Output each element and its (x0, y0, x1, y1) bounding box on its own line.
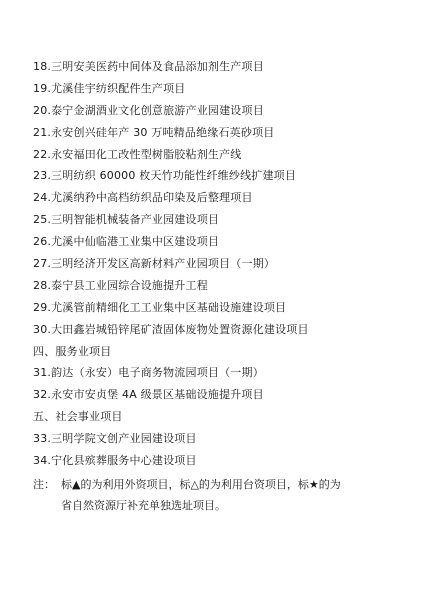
list-item: 29.尤溪管前精细化工工业集中区基础设施建设项目 (33, 300, 287, 314)
list-item: 34.宁化县殡葬服务中心建设项目 (33, 454, 197, 468)
footnote (33, 474, 418, 516)
footnote-text-1: 标▲的为利用外资项目，标△的为利用台资项目，标★的为 (61, 478, 341, 491)
list-item: 24.尤溪纳矜中高档纺织品印染及后整理项目 (33, 191, 253, 205)
list-item: 25.三明智能机械装备产业园建设项目 (33, 213, 220, 227)
list-item: 19.尤溪佳宇纺织配件生产项目 (33, 81, 186, 95)
list-item: 31.韵达（永安）电子商务物流园项目（一期） (33, 366, 264, 380)
section-heading-services: 四、服务业项目 (33, 344, 112, 358)
list-item: 30.大田鑫岩城铅锌尾矿渣固体废物处置资源化建设项目 (33, 322, 309, 336)
list-item: 22.永安福田化工改性型树脂胶粘剂生产线 (33, 147, 242, 161)
list-item: 28.泰宁县工业园综合设施提升工程 (33, 278, 208, 292)
list-item: 27.三明经济开发区高新材料产业园项目（一期） (33, 257, 276, 271)
footnote-line-1 (33, 474, 418, 495)
project-list (33, 56, 418, 472)
list-item: 32.永安市安贞堡 4A 级景区基础设施提升项目 (33, 388, 264, 402)
list-item: 20.泰宁金湖酒业文化创意旅游产业园建设项目 (33, 103, 264, 117)
list-item: 23.三明纺织 60000 枚天竹功能性纤维纱线扩建项目 (33, 169, 297, 183)
list-item: 33.三明学院文创产业园建设项目 (33, 432, 197, 446)
footnote-text-2: 省自然资源厅补充单独选址项目。 (61, 499, 226, 512)
section-heading-social: 五、社会事业项目 (33, 410, 123, 424)
list-item: 18.三明安美医药中间体及食品添加剂生产项目 (33, 60, 264, 73)
footnote-label: 注： (33, 478, 55, 491)
list-item: 21.永安创兴硅年产 30 万吨精品绝缘石英砂项目 (33, 125, 275, 139)
list-item: 26.尤溪中仙临港工业集中区建设项目 (33, 235, 220, 249)
